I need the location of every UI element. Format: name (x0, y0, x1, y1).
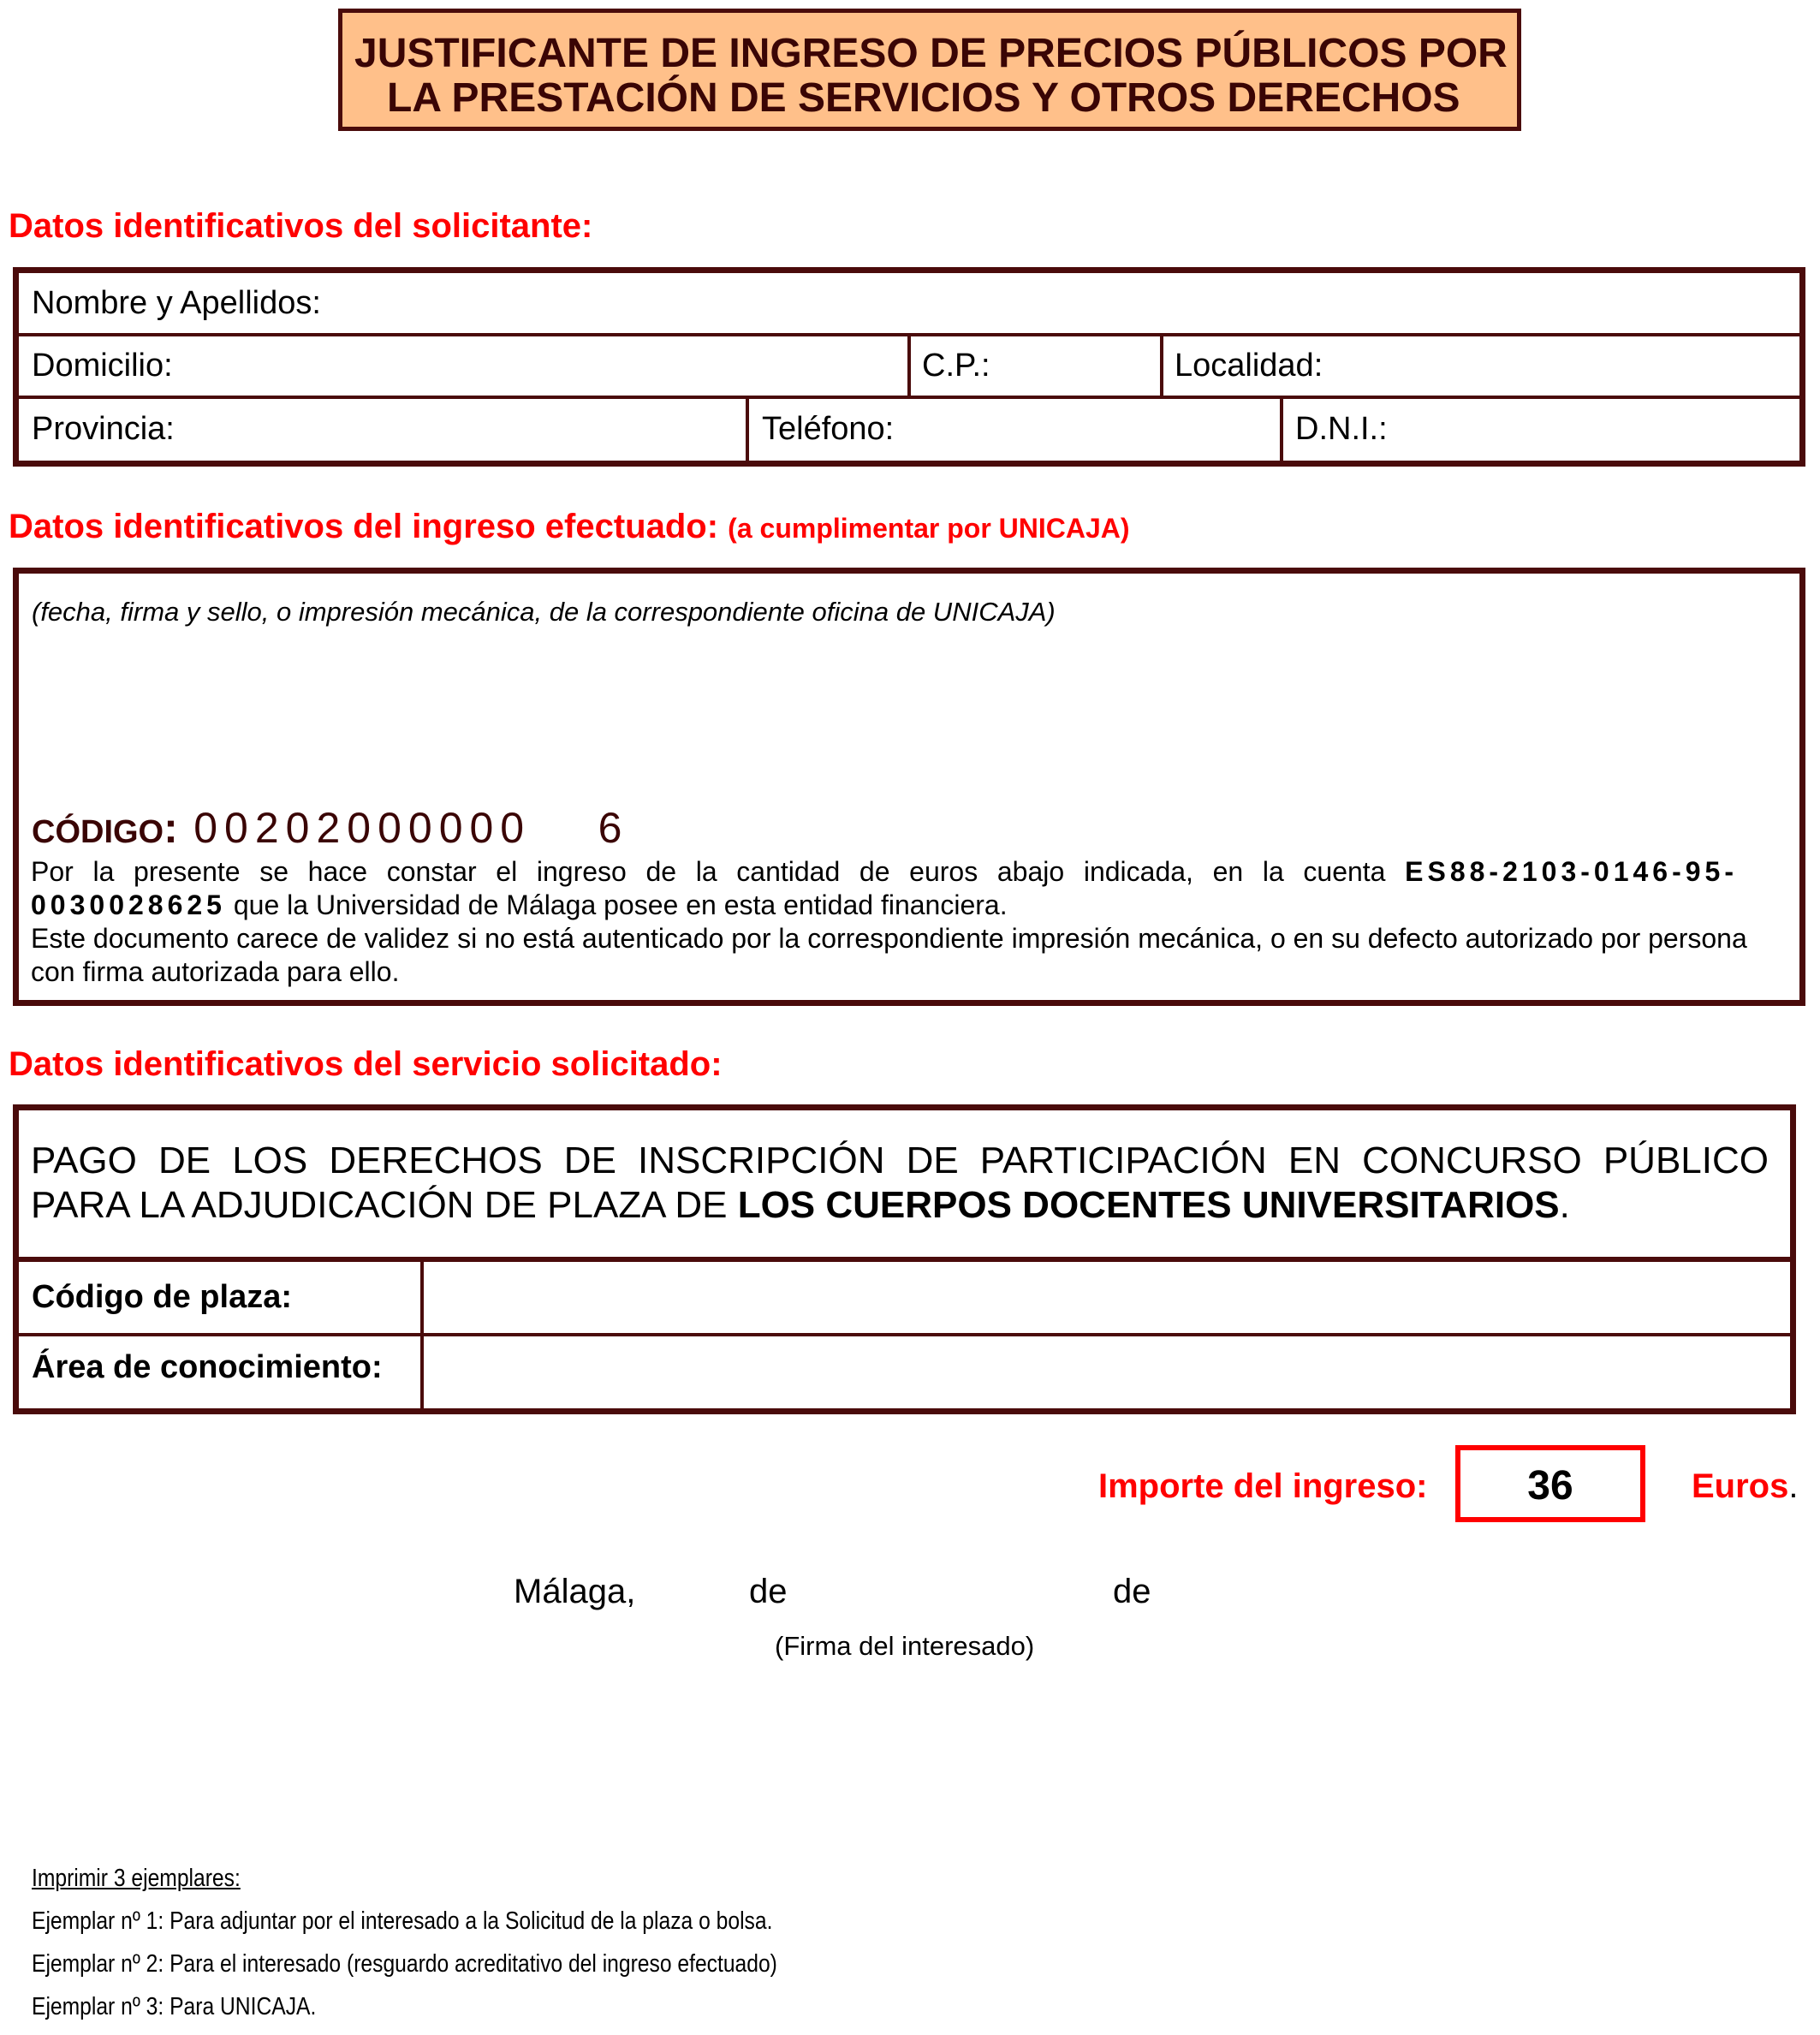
document-title-line-1: JUSTIFICANTE DE INGRESO DE PRECIOS PÚBLICOS POR (354, 31, 1508, 76)
importe-value: 36 (1527, 1463, 1573, 1508)
cuenta-part-2: 0030028625 (31, 890, 226, 920)
area-conocimiento-input[interactable] (425, 1337, 1787, 1407)
section-heading-ingreso (9, 508, 1130, 546)
cell-divider (907, 333, 911, 397)
dni-field[interactable]: D.N.I.: (1295, 411, 1388, 447)
cell-divider (420, 1260, 424, 1411)
firma-ciudad: Málaga, (514, 1573, 636, 1610)
ingreso-text-3: Este documento carece de validez si no está autenticado por la correspondiente impresión mecánica, o en su defecto autorizado por persona (31, 923, 1747, 954)
domicilio-field[interactable]: Domicilio: (32, 348, 173, 384)
ingreso-text-4: con firma autorizada para ello. (31, 956, 400, 987)
importe-currency: Euros (1692, 1467, 1789, 1505)
codigo-value: 00202000000 (193, 804, 532, 852)
codigo-label: CÓDIGO (32, 814, 164, 850)
firma-caption: (Firma del interesado) (775, 1631, 1035, 1661)
footer-item-3: Ejemplar nº 3: Para UNICAJA. (32, 1993, 317, 2020)
localidad-field[interactable]: Localidad: (1175, 348, 1323, 384)
firma-de-2: de (1113, 1573, 1151, 1610)
row-divider (13, 1333, 1796, 1336)
nombre-apellidos-field[interactable]: Nombre y Apellidos: (32, 285, 321, 321)
ingreso-text-2: que la Universidad de Málaga posee en esta entidad financiera. (233, 890, 1008, 920)
codigo-colon: : (164, 804, 178, 852)
telefono-field[interactable]: Teléfono: (762, 411, 895, 447)
provincia-field[interactable]: Provincia: (32, 411, 175, 447)
servicio-line2-normal: PARA LA ADJUDICACIÓN DE PLAZA DE (31, 1184, 728, 1226)
footer-heading: Imprimir 3 ejemplares: (32, 1865, 241, 1892)
importe-label: Importe del ingreso: (1098, 1467, 1428, 1505)
footer-item-1: Ejemplar nº 1: Para adjuntar por el interesado a la Solicitud de la plaza o bolsa. (32, 1907, 773, 1935)
importe-box (1455, 1445, 1645, 1522)
cuenta-part-1: ES88-2103-0146-95- (1405, 856, 1738, 887)
cell-divider (1160, 333, 1163, 397)
section-heading-solicitante: Datos identificativos del solicitante: (9, 207, 593, 245)
firma-de-1: de (749, 1573, 788, 1610)
ingreso-text-1: Por la presente se hace constar el ingreso de la cantidad de euros abajo indicada, en la cuenta (31, 856, 1386, 887)
document-title-box (338, 9, 1521, 131)
codigo-plaza-input[interactable] (425, 1264, 1787, 1332)
document-title-line-2: LA PRESTACIÓN DE SERVICIOS Y OTROS DERECHOS (387, 75, 1460, 121)
cp-field[interactable]: C.P.: (922, 348, 990, 384)
ingreso-heading-text: Datos identificativos del ingreso efectuado: (9, 508, 719, 545)
ingreso-paragraph-line-1 (31, 855, 1738, 889)
cell-divider (746, 396, 749, 462)
area-conocimiento-label: Área de conocimiento: (32, 1349, 383, 1385)
servicio-line2-end: . (1559, 1184, 1570, 1226)
codigo-line (32, 803, 622, 853)
codigo-digit: 6 (598, 804, 622, 852)
footer-item-2: Ejemplar nº 2: Para el interesado (resguardo acreditativo del ingreso efectuado) (32, 1950, 777, 1978)
codigo-plaza-label: Código de plaza: (32, 1279, 292, 1315)
importe-currency-end: . (1788, 1467, 1799, 1505)
ingreso-instruction: (fecha, firma y sello, o impresión mecánica, de la correspondiente oficina de UNICAJA) (32, 597, 1056, 627)
servicio-description-line-2 (31, 1183, 1570, 1228)
servicio-description-line-1: PAGO DE LOS DERECHOS DE INSCRIPCIÓN DE PARTICIPACIÓN EN CONCURSO PÚBLICO (31, 1139, 1769, 1181)
row-divider (13, 1257, 1796, 1262)
ingreso-paragraph-line-2 (31, 889, 1008, 922)
cell-divider (1280, 396, 1283, 462)
servicio-line2-bold: LOS CUERPOS DOCENTES UNIVERSITARIOS (737, 1184, 1560, 1226)
ingreso-heading-note: (a cumplimentar por UNICAJA) (728, 513, 1130, 544)
importe-currency-line (1692, 1467, 1798, 1506)
section-heading-servicio: Datos identificativos del servicio solicitado: (9, 1045, 723, 1083)
